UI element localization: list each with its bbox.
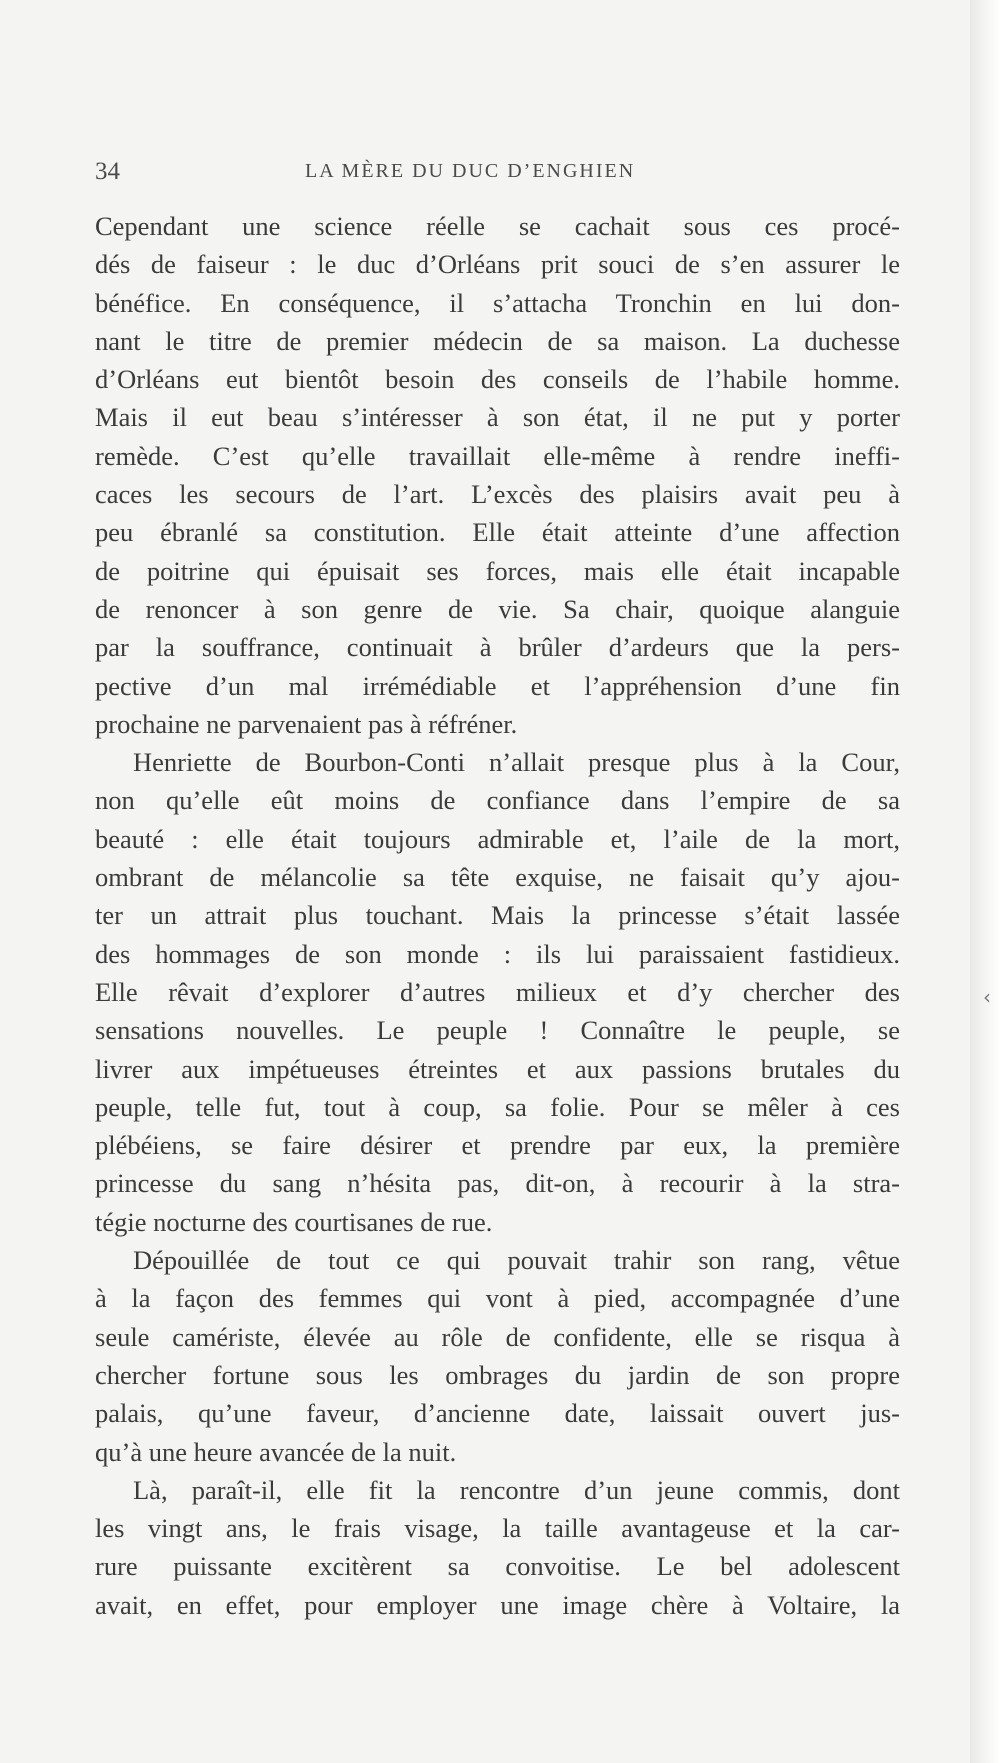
page-edge bbox=[970, 0, 1000, 1763]
text-line: tégie nocturne des courtisanes de rue. bbox=[95, 1206, 493, 1237]
text-line: princesse du sang n’hésita pas, dit-on, à recourir à la stra- bbox=[95, 1168, 900, 1199]
text-line: Là, paraît-il, elle fit la rencontre d’un jeune commis, dont bbox=[133, 1474, 900, 1505]
text-line: qu’à une heure avancée de la nuit. bbox=[95, 1436, 457, 1467]
text-line: par la souffrance, continuait à brûler d’ardeurs que la pers- bbox=[95, 632, 900, 663]
text-line: Cependant une science réelle se cachait sous ces procé- bbox=[95, 211, 900, 241]
text-line: palais, qu’une faveur, d’ancienne date, laissait ouvert jus- bbox=[95, 1398, 900, 1429]
text-line: des hommages de son monde : ils lui paraissaient fastidieux. bbox=[95, 938, 900, 969]
text-line: non qu’elle eût moins de confiance dans l’empire de sa bbox=[95, 785, 900, 816]
text-line: nant le titre de premier médecin de sa maison. La duchesse bbox=[95, 325, 900, 356]
text-line: avait, en effet, pour employer une image chère à Voltaire, la bbox=[95, 1589, 900, 1620]
margin-mark: ‹ bbox=[983, 985, 991, 1009]
text-line: de renoncer à son genre de vie. Sa chair, quoique alanguie bbox=[95, 593, 900, 624]
text-line: remède. C’est qu’elle travaillait elle-même à rendre ineffi- bbox=[95, 440, 900, 471]
text-line: à la façon des femmes qui vont à pied, accompagnée d’une bbox=[95, 1283, 900, 1314]
text-line: Mais il eut beau s’intéresser à son état, il ne put y porter bbox=[95, 402, 900, 433]
text-line: prochaine ne parvenaient pas à réfréner. bbox=[95, 708, 518, 739]
text-line: Elle rêvait d’explorer d’autres milieux et d’y chercher des bbox=[95, 976, 900, 1007]
text-line: de poitrine qui épuisait ses forces, mais elle était incapable bbox=[95, 555, 900, 586]
paragraph-4 bbox=[95, 1471, 900, 1624]
text-line: Dépouillée de tout ce qui pouvait trahir son rang, vêtue bbox=[133, 1245, 900, 1276]
paragraph-1 bbox=[95, 207, 900, 743]
text-line: sensations nouvelles. Le peuple ! Connaître le peuple, se bbox=[95, 1015, 900, 1046]
text-line: plébéiens, se faire désirer et prendre par eux, la première bbox=[95, 1130, 900, 1161]
text-line: caces les secours de l’art. L’excès des plaisirs avait peu à bbox=[95, 479, 900, 510]
text-line: les vingt ans, le frais visage, la taille avantageuse et la car- bbox=[95, 1513, 900, 1544]
text-line: dés de faiseur : le duc d’Orléans prit souci de s’en assurer le bbox=[95, 249, 900, 280]
text-line: Henriette de Bourbon-Conti n’allait presque plus à la Cour, bbox=[133, 747, 900, 778]
text-line: seule caméristе, élevée au rôle de confidente, elle se risqua à bbox=[95, 1321, 900, 1352]
text-line: rure puissante excitèrent sa convoitise. Le bel adolescent bbox=[95, 1551, 900, 1582]
body-text bbox=[95, 207, 900, 1624]
running-title: LA MÈRE DU DUC D’ENGHIEN bbox=[305, 160, 636, 182]
text-line: ombrant de mélancolie sa tête exquise, ne faisait qu’y ajou- bbox=[95, 862, 900, 893]
text-line: beauté : elle était toujours admirable et, l’aile de la mort, bbox=[95, 823, 900, 854]
text-line: pective d’un mal irrémédiable et l’appréhension d’une fin bbox=[95, 670, 900, 701]
text-line: d’Orléans eut bientôt besoin des conseils de l’habile homme. bbox=[95, 364, 900, 395]
text-line: chercher fortune sous les ombrages du jardin de son propre bbox=[95, 1359, 900, 1390]
text-line: peu ébranlé sa constitution. Elle était atteinte d’une affection bbox=[95, 517, 900, 548]
text-line: ter un attrait plus touchant. Mais la princesse s’était lassée bbox=[95, 900, 900, 931]
text-line: peuple, telle fut, tout à coup, sa folie. Pour se mêler à ces bbox=[95, 1091, 900, 1122]
page-number: 34 bbox=[95, 158, 120, 185]
text-line: bénéfice. En conséquence, il s’attacha Tronchin en lui don- bbox=[95, 287, 900, 318]
paragraph-3 bbox=[95, 1241, 900, 1471]
paragraph-2 bbox=[95, 743, 900, 1241]
text-line: livrer aux impétueuses étreintes et aux passions brutales du bbox=[95, 1053, 900, 1084]
running-header bbox=[95, 158, 895, 188]
